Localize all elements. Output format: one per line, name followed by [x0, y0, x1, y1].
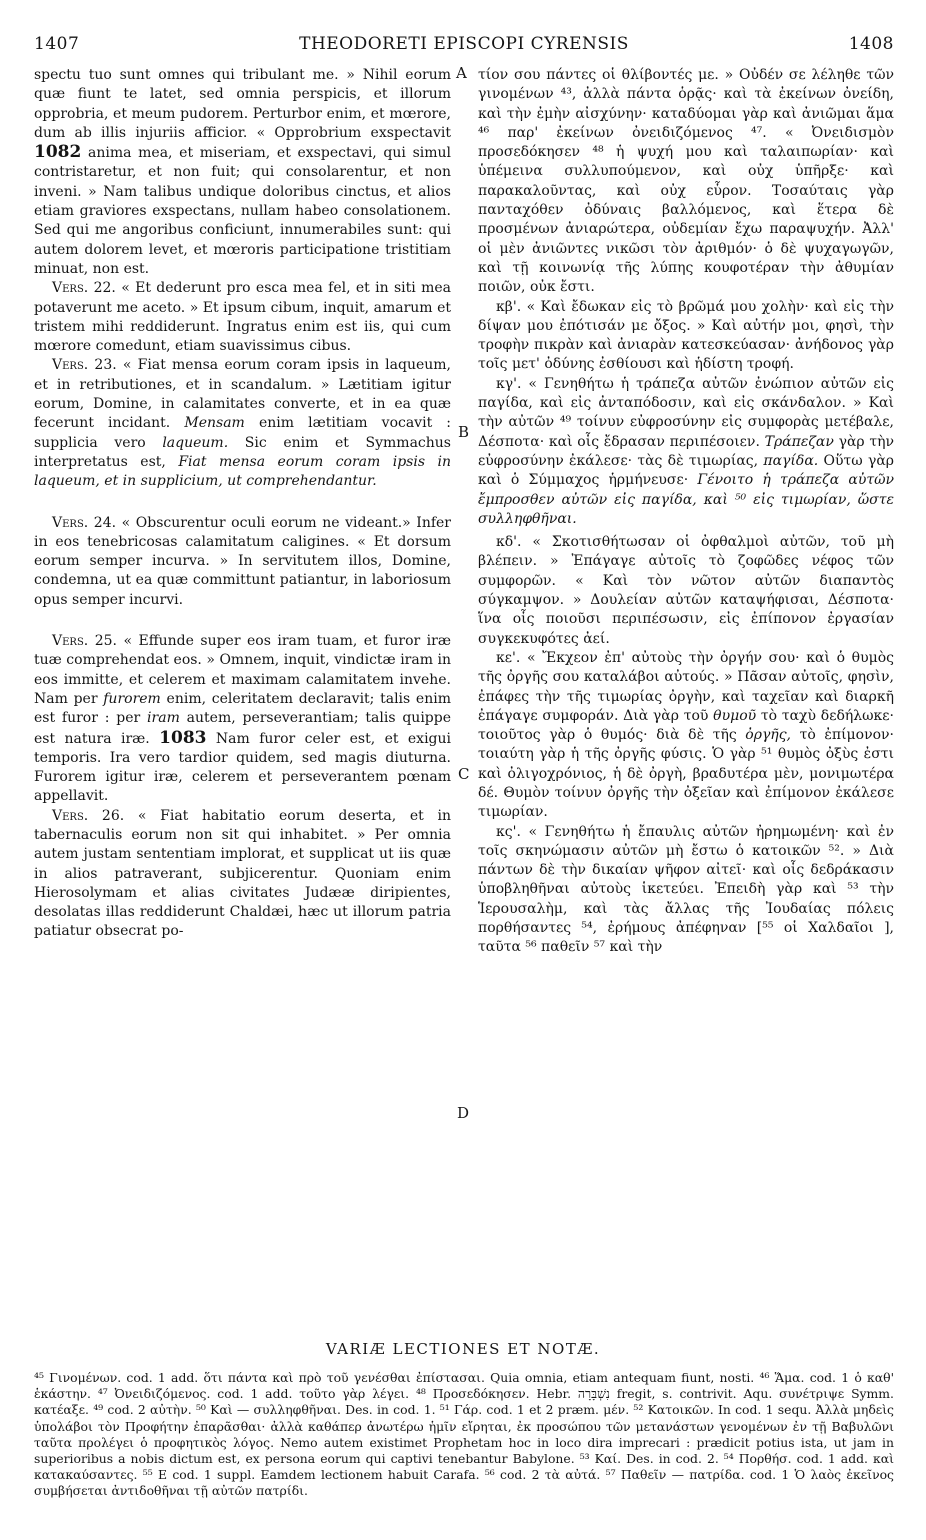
latin-text: autem, perseverantiam; talis quippe est natura iræ. — [34, 710, 452, 747]
greek-italic: παγίδα. — [763, 452, 819, 469]
greek-italic: Τράπεζαν — [764, 433, 834, 450]
greek-paragraph: τίον σου πάντες οἱ θλίβοντές με. » Οὐδέν σε λέληθε τῶν γινομένων ⁴³, ἀλλὰ πάντα ὁρᾷς· καὶ τὰ ἐκείνων ὀνείδη, καὶ τὴν ἐμὴν αἰσχύνην· καταδύομαι γὰρ καὶ ἀνιῶμαι ἅμα ⁴⁶ παρ' ἐκείνων ὀνειδιζόμενος ⁴⁷. « Ὀνειδισμὸν προσεδόκησεν ⁴⁸ ἡ ψυχή μου καὶ ταλαιπωρίαν· καὶ ὑπέμεινα συλλυπούμενον, καὶ οὐχ ὑπῆρξε· καὶ παρακαλοῦντας, καὶ οὐχ εὗρον. Τοσαύταις γὰρ πανταχόθεν ὀδύναις βαλλόμενος, καὶ ἕτερα δὲ προσμένων ἀνιαρώτερα, οὐδεμίαν ἔχω παραψυχήν. Ἀλλ' οἱ μὲν ἀνιῶντες νικῶσι τὸν ἀριθμόν· ὁ δὲ ψυχαγωγῶν, καὶ τῇ κοινωνίᾳ τῆς λύπης κουφοτέραν τὴν ἀθυμίαν ποιῶν, οὐκ ἔστι. — [478, 67, 894, 296]
latin-text: « Obscurentur oculi eorum ne videant.» Infer in eos tenebricosas calamitatum caligines. « Et dorsum eorum semper incurva. » In servitutem illos, Domine, condemna, ut ea quæ committunt patiantur, in laboriosum opus semper incurvi. — [34, 514, 451, 608]
greek-column — [478, 66, 894, 958]
margin-letter-c: C — [458, 765, 470, 783]
greek-verse-26: κς'. « Γενηθήτω ἡ ἔπαυλις αὐτῶν ἠρημωμένη· καὶ ἐν τοῖς σκηνώμασιν αὐτῶν μὴ ἔστω ὁ κατοικῶν ⁵². » Διὰ πάντων δὲ τὴν δικαίαν ψῆφον αἰτεῖ· καὶ οἷς δεδράκασιν ὑποβληθῆναι αὐτοὺς ἱκετεύει. Ἐπειδὴ γὰρ καὶ ⁵³ τὴν Ἱερουσαλὴμ, καὶ τὰς ἄλλας τῆς Ἰουδαίας πόλεις πορθήσαντες ⁵⁴, ἐρήμους ἀπέφηναν [⁵⁵ οἱ Χαλδαῖοι ], ταῦτα ⁵⁶ παθεῖν ⁵⁷ καὶ τὴν — [478, 823, 894, 956]
greek-text: τὸ ἐπίμονον· τοιαύτη γὰρ ἡ τῆς ὀργῆς φύσις. Ὁ γὰρ ⁵¹ θυμὸς ὀξὺς ἐστι καὶ ὀλιγοχρόνιος, ἡ δὲ ὀργὴ, βραδυτέρα μὲν, μονιμωτέρα δέ. Θυμὸν τοίνυν ὀργῆς τὴν ὀξεῖαν καὶ ἐπίμονον ἐκάλεσε τιμωρίαν. — [478, 727, 894, 821]
latin-column — [34, 66, 451, 942]
latin-text: « Effunde super eos iram tuam, et furor iræ tuæ comprehendat eos. » Omnem, inquit, vindictæ iram in eos immitte, et celerem et maximam calamitatem invehe. Nam per — [34, 633, 451, 707]
latin-verse-24 — [34, 514, 451, 610]
latin-text: anima mea, et miseriam, et exspectavi, qui simul contristaretur, et non fuit; qui consolarentur, et non inveni. » Nam talibus undique doloribus cinctus, et alios etiam graviores exspectans, nullam habeo consolationem. Sed qui me angoribus conficiunt, innumerabiles sunt: qui autem dolorem levet, et mœroris participatione tristitiam minuat, non est. — [34, 145, 451, 277]
verse-label: Vers. 23. — [52, 357, 117, 374]
latin-text: « Et dederunt pro esca mea fel, et in siti mea potaverunt me aceto. » Et ipsum cibum, inquit, amarum et tristem mihi reddiderunt. Ingratus enim est iis, qui cum mœrore comedunt, etiam suavissimus cibus. — [34, 280, 451, 355]
verse-label: Vers. 25. — [52, 633, 117, 650]
margin-letter-b: B — [458, 423, 470, 441]
latin-text: spectu tuo sunt omnes qui tribulant me. » Nihil eorum quæ fiunt te latet, sed omnia perspicis, et illorum opprobria, et meum pudorem. Perturbor enim, et mœrore, dum ab illis injuriis afficior. « Opprobrium exspectavit — [34, 67, 451, 141]
notes-title: VARIÆ LECTIONES ET NOTÆ. — [325, 1340, 601, 1358]
latin-text: Sic enim et Symmachus interpretatus est, — [34, 434, 451, 470]
left-column-number: 1407 — [34, 34, 80, 54]
greek-verse-23 — [478, 375, 894, 529]
spacer — [34, 610, 451, 632]
latin-italic: furorem — [103, 690, 161, 707]
running-title: THEODORETI EPISCOPI CYRENSIS — [299, 34, 629, 54]
running-header — [34, 34, 894, 58]
latin-text: enim lætitiam vocavit : supplicia vero — [34, 415, 452, 451]
margin-letter-d: D — [457, 1104, 470, 1122]
greek-verse-22: κβ'. « Καὶ ἔδωκαν εἰς τὸ βρῶμά μου χολὴν· καὶ εἰς τὴν δίψαν μου ἐπότισάν με ὄξος. » Καὶ αὐτήν μοι, φησὶ, τὴν τροφὴν πικρὰν καὶ ἀνιαρὰν κατεσκεύασαν· ἀνήδονος γὰρ τοῖς μετ' ὀδύνης ἐσθίουσι καὶ ἡδίστη τροφή. — [478, 298, 894, 373]
greek-verse-25 — [478, 649, 894, 823]
greek-verse-24: κδ'. « Σκοτισθήτωσαν οἱ ὀφθαλμοὶ αὐτῶν, τοῦ μὴ βλέπειν. » Ἐπάγαγε αὐτοῖς τὸ ζοφῶδες νέφος τῶν συμφορῶν. « Καὶ τὸν νῶτον αὐτῶν διαπαντὸς σύγκαμψον. » Δουλείαν αὐτῶν καταψήφισαι, Δέσποτα· ἵνα οἷς ποιοῦσι περιπέσωσιν, εἰς ἐπίπονον ἐργασίαν συγκεκυφότες ἀεί. — [478, 534, 894, 647]
latin-italic: Mensam — [184, 415, 245, 432]
latin-text: « Fiat habitatio eorum deserta, et in tabernaculis eorum non sit qui inhabitet. » Per omnia autem justam sententiam implorat, et supplicat ut iis quæ in alios patraverant, subjicerentur. Quoniam enim Hierosolymam et alias civitates Judææ diripientes, desolatas illas reddiderunt Chaldæi, hæc ut illorum patria patiatur obsecrat po- — [34, 807, 451, 940]
notes-text: ⁴⁵ Γινομένων. cod. 1 add. ὅτι πάντα καὶ πρὸ τοῦ γενέσθαι ἐπίστασαι. Quia omnia, etiam antequam fiunt, nosti. ⁴⁶ Ἅμα. cod. 1 ὁ καθ' ἑκάστην. ⁴⁷ Ὀνειδιζόμενος. cod. 1 add. τοῦτο γὰρ λέγει. ⁴⁸ Προσεδόκησεν. Hebr. נִשְׁבָּרָה fregit, s. contrivit. Aqu. συνέτριψε Symm. κατέαξε. ⁴⁹ cod. 2 αὐτὴν. ⁵⁰ Καὶ — συλληφθῆναι. Des. in cod. 1. ⁵¹ Γάρ. cod. 1 et 2 præm. μέν. ⁵² Κατοικῶν. In cod. 1 sequ. Ἀλλὰ μηδεὶς ὑπολάβοι τὸν Προφήτην ἐπαρᾶσθαι· ἀλλὰ καθάπερ ἀνωτέρω ἡμῖν εἴρηται, ἐκ προσώπου τῶν μετανάστων γενομένων ἐν τῇ Βαβυλῶνι ταῦτα προλέγει ὁ προφητικὸς λόγος. Nemo autem existimet Prophetam hoc in loco dira imprecari : prædicit potius ista, ut jam in superioribus a nobis dictum est, ex persona eorum qui captivi tenebantur Babylone. ⁵³ Καί. Des. in cod. 2. ⁵⁴ Πορθήσ. cod. 1 add. καὶ κατακαύσαντες. ⁵⁵ E cod. 1 suppl. Eamdem lectionem habuit Carafa. ⁵⁶ cod. 2 τὰ αὐτά. ⁵⁷ Παθεῖν — πατρίδα. cod. 1 Ὁ λαὸς ἐκεῖνος συμβήσεται ἀντιδοθῆναι τῇ αὐτῶν πατρίδι. — [34, 1370, 894, 1499]
greek-italic: θυμοῦ — [713, 707, 757, 724]
spacer — [34, 492, 451, 514]
verse-label: Vers. 26. — [52, 807, 125, 824]
latin-verse-25 — [34, 632, 451, 807]
greek-italic: Γένοιτο ἡ τράπεζα αὐτῶν ἔμπροσθεν αὐτῶν εἰς παγίδα, καὶ ⁵⁰ εἰς τιμωρίαν, ὥστε συλληφθῆναι. — [478, 472, 895, 527]
margin-letter-a: A — [456, 64, 467, 82]
verse-label: Vers. 22. — [52, 280, 116, 297]
latin-verse-23 — [34, 356, 451, 491]
latin-italic: Fiat mensa eorum coram ipsis in laqueum, et in supplicium, ut comprehendantur. — [34, 453, 451, 490]
greek-text: γὰρ τὴν εὐφροσύνην ἐκάλεσε· τὰς δὲ τιμωρίας, — [478, 433, 895, 469]
latin-paragraph — [34, 66, 451, 279]
greek-italic: ὀργῆς, — [745, 727, 791, 744]
greek-text: Οὕτω γὰρ καὶ ὁ Σύμμαχος ἡρμήνευσε· — [478, 452, 895, 489]
right-column-number: 1408 — [848, 34, 894, 54]
latin-italic: iram — [147, 710, 180, 727]
notes-block — [34, 1370, 894, 1500]
latin-italic: laqueum. — [162, 434, 229, 451]
greek-text: κγ'. « Γενηθήτω ἡ τράπεζα αὐτῶν ἐνώπιον αὐτῶν εἰς παγίδα, καὶ εἰς ἀνταπόδοσιν, καὶ εἰς σκάνδαλον. » Καὶ τὴν αὐτῶν ⁴⁹ τοίνυν εὐφροσύνην εἰς συμφορὰς μετέβαλε, Δέσποτα· καὶ οἷς ἔδρασαν περιπέσοιεν. — [478, 375, 894, 450]
migne-column-marker: 1082 — [34, 142, 82, 163]
latin-verse-22 — [34, 279, 451, 356]
latin-verse-26 — [34, 807, 451, 942]
latin-text: « Fiat mensa eorum coram ipsis in laqueum, et in retributiones, et in scandalum. » Lætitiam igitur eorum, Domine, in calamitates converte, et in ea quæ fecerunt incidant. — [34, 357, 451, 432]
latin-text: enim, celeritatem declaravit; talis enim est furor : per — [34, 690, 451, 727]
latin-text: Nam furor celer est, et exigui temporis. Ira vero tardior quidem, sed magis diuturna. Furorem igitur iræ, celerem et perseverantem pœnam appellavit. — [34, 730, 452, 805]
verse-label: Vers. 24. — [52, 514, 117, 531]
migne-column-marker: 1083 — [159, 727, 207, 748]
greek-text: κε'. « Ἔκχεον ἐπ' αὐτοὺς τὴν ὀργήν σου· καὶ ὁ θυμὸς τῆς ὀργῆς σου καταλάβοι αὐτούς. » Πᾶσαν αὐτοῖς, φησὶν, ἐπάφες τὴν τῆς τιμωρίας ὀργὴν, καὶ ταχεῖαν καὶ διαρκῆ ἐπάγαγε συμφοράν. Διὰ γὰρ τοῦ — [478, 649, 894, 724]
greek-text: τὸ ταχὺ δεδήλωκε· τοιοῦτος γὰρ ὁ θυμός· διὰ δὲ τῆς — [478, 707, 894, 744]
